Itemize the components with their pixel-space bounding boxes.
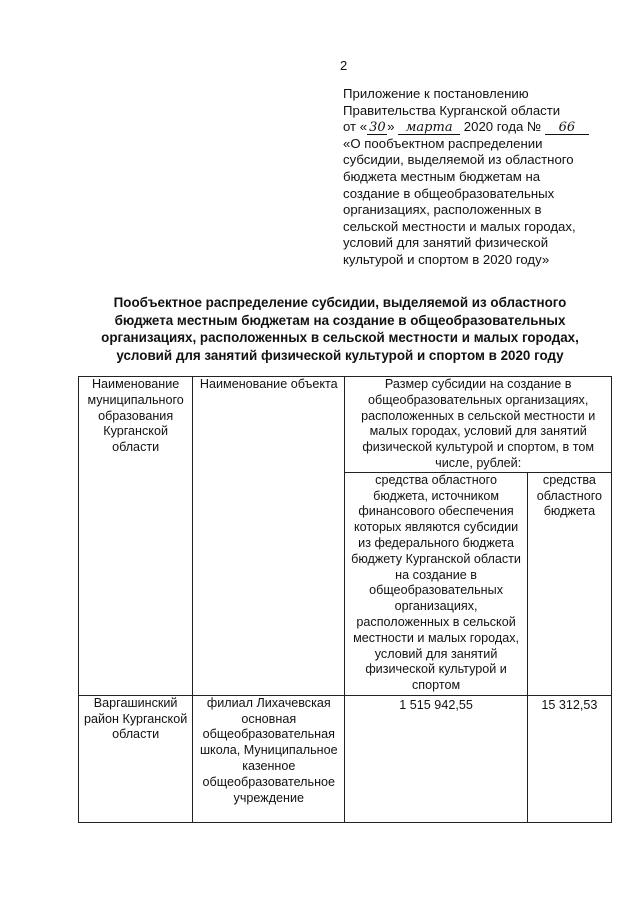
page-number: 2 <box>340 58 348 73</box>
date-year: 2020 года № <box>463 119 542 135</box>
appendix-line: условий для занятий физической <box>343 235 549 251</box>
header-regional: средства областного бюджета <box>527 472 611 695</box>
subsidy-table <box>78 376 612 823</box>
appendix-line: организациях, расположенных в <box>343 202 542 218</box>
title-line: бюджета местным бюджетам на создание в общеобразовательных <box>114 312 566 328</box>
appendix-line: культурой и спортом в 2020 году» <box>343 251 550 267</box>
appendix-line: сельской местности и малых городах, <box>343 218 576 234</box>
appendix-date-line <box>343 119 633 136</box>
title-line: организациях, расположенных в сельской местности и малых городах, <box>101 330 579 346</box>
title-line: Пообъектное распределение субсидии, выделяемой из областного <box>113 295 567 310</box>
cell-object: филиал Лихачевская основная общеобразовательная школа, Муниципальное казенное общеобразовательное учреждение <box>193 695 345 822</box>
cell-regional-amount: 15 312,53 <box>527 695 611 822</box>
document-number: 66 <box>545 121 589 135</box>
header-row <box>79 377 612 473</box>
cell-municipality: Варгашинский район Курганской области <box>79 695 193 822</box>
appendix-line: субсидии, выделяемой из областного <box>343 152 574 168</box>
header-municipality: Наименование муниципального образования Курганской области <box>79 377 193 696</box>
date-day: 30 <box>369 120 386 136</box>
date-prefix: от « <box>343 119 368 135</box>
appendix-line-2: Правительства Курганской области <box>343 102 561 118</box>
title-line: условий для занятий физической культурой и спортом в 2020 году <box>116 347 564 363</box>
header-federal-source: средства областного бюджета, источником финансового обеспечения которых являются субсидии из федерального бюджета бюджету Курганской области на создание в общеобразовательных организациях, расположенных в сельской местности и малых городах, условий для занятий физической культурой и спортом <box>345 472 527 695</box>
appendix-line-1: Приложение к постановлению <box>343 86 529 101</box>
table-row <box>79 695 612 822</box>
date-month: марта <box>398 121 460 135</box>
cell-federal-amount: 1 515 942,55 <box>345 695 527 822</box>
appendix-line: создание в общеобразовательных <box>343 185 555 201</box>
appendix-line: «О пообъектном распределении <box>343 135 543 151</box>
document-title <box>78 294 602 364</box>
appendix-block <box>343 86 633 269</box>
header-object: Наименование объекта <box>193 377 345 696</box>
header-subsidy: Размер субсидии на создание в общеобразовательных организациях, расположенных в сельской местности и малых городах, условий для занятий физической культурой и спортом, в том числе, рублей: <box>345 377 612 473</box>
date-mid: » <box>387 119 395 135</box>
appendix-line: бюджета местным бюджетам на <box>343 168 541 184</box>
